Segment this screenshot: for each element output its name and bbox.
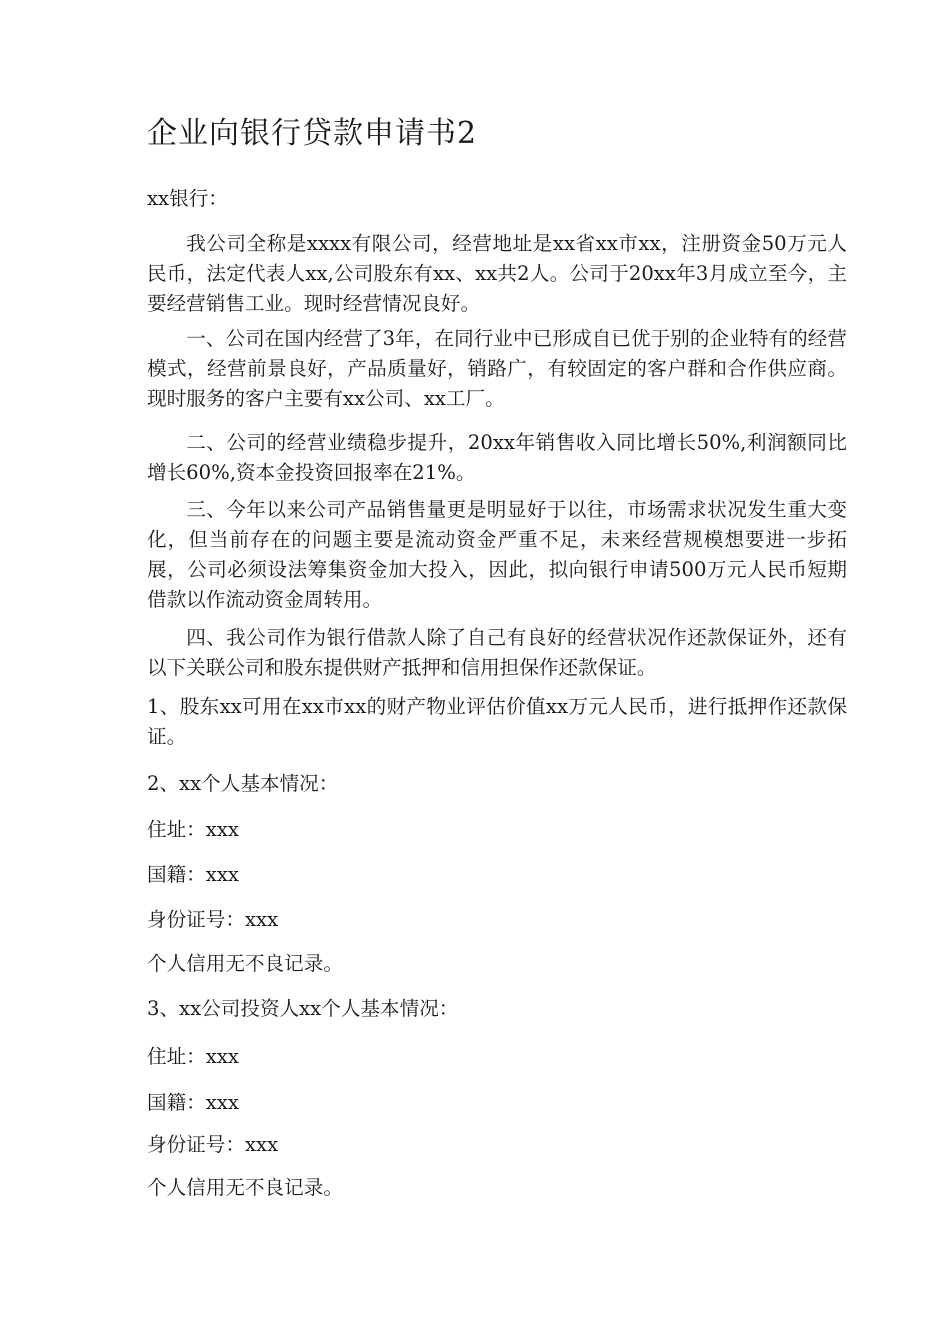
paragraph-company-intro: 我公司全称是xxxx有限公司，经营地址是xx省xx市xx，注册资金50万元人民币，法定代表人xx,公司股东有xx、xx共2人。公司于20xx年3月成立至今，主要经营销售工业。现时经营情况良好。 [147,232,847,315]
investor-address: 住址：xxx [147,1045,239,1068]
document-title: 企业向银行贷款申请书2 [147,116,478,151]
shareholder-nationality: 国籍：xxx [147,863,239,886]
paragraph-guarantee-one: 1、股东xx可用在xx市xx的财产物业评估价值xx万元人民币，进行抵押作还款保证。 [147,695,847,748]
shareholder-address: 住址：xxx [147,818,239,841]
investor-nationality: 国籍：xxx [147,1091,239,1114]
paragraph-point-four: 四、我公司作为银行借款人除了自己有良好的经营状况作还款保证外，还有以下关联公司和股东提供财产抵押和信用担保作还款保证。 [147,626,847,679]
paragraph-point-three: 三、今年以来公司产品销售量更是明显好于以往，市场需求状况发生重大变化，但当前存在的问题主要是流动资金严重不足，未来经营规模想要进一步拓展，公司必须设法筹集资金加大投入，因此，拟向银行申请500万元人民币短期借款以作流动资金周转用。 [147,498,847,611]
paragraph-point-one: 一、公司在国内经营了3年，在同行业中已形成自已优于别的企业特有的经营模式，经营前景良好，产品质量好，销路广，有较固定的客户群和合作供应商。现时服务的客户主要有xx公司、xx工厂。 [147,327,847,410]
investor-credit: 个人信用无不良记录。 [147,1176,343,1199]
paragraph-point-two: 二、公司的经营业绩稳步提升，20xx年销售收入同比增长50%,利润额同比增长60%,资本金投资回报率在21%。 [147,431,847,484]
investor-id-number: 身份证号：xxx [147,1133,279,1156]
salutation: xx银行： [147,187,228,210]
shareholder-heading: 2、xx个人基本情况： [147,772,339,795]
shareholder-credit: 个人信用无不良记录。 [147,952,343,975]
shareholder-id-number: 身份证号：xxx [147,908,279,931]
investor-heading: 3、xx公司投资人xx个人基本情况： [147,997,459,1020]
